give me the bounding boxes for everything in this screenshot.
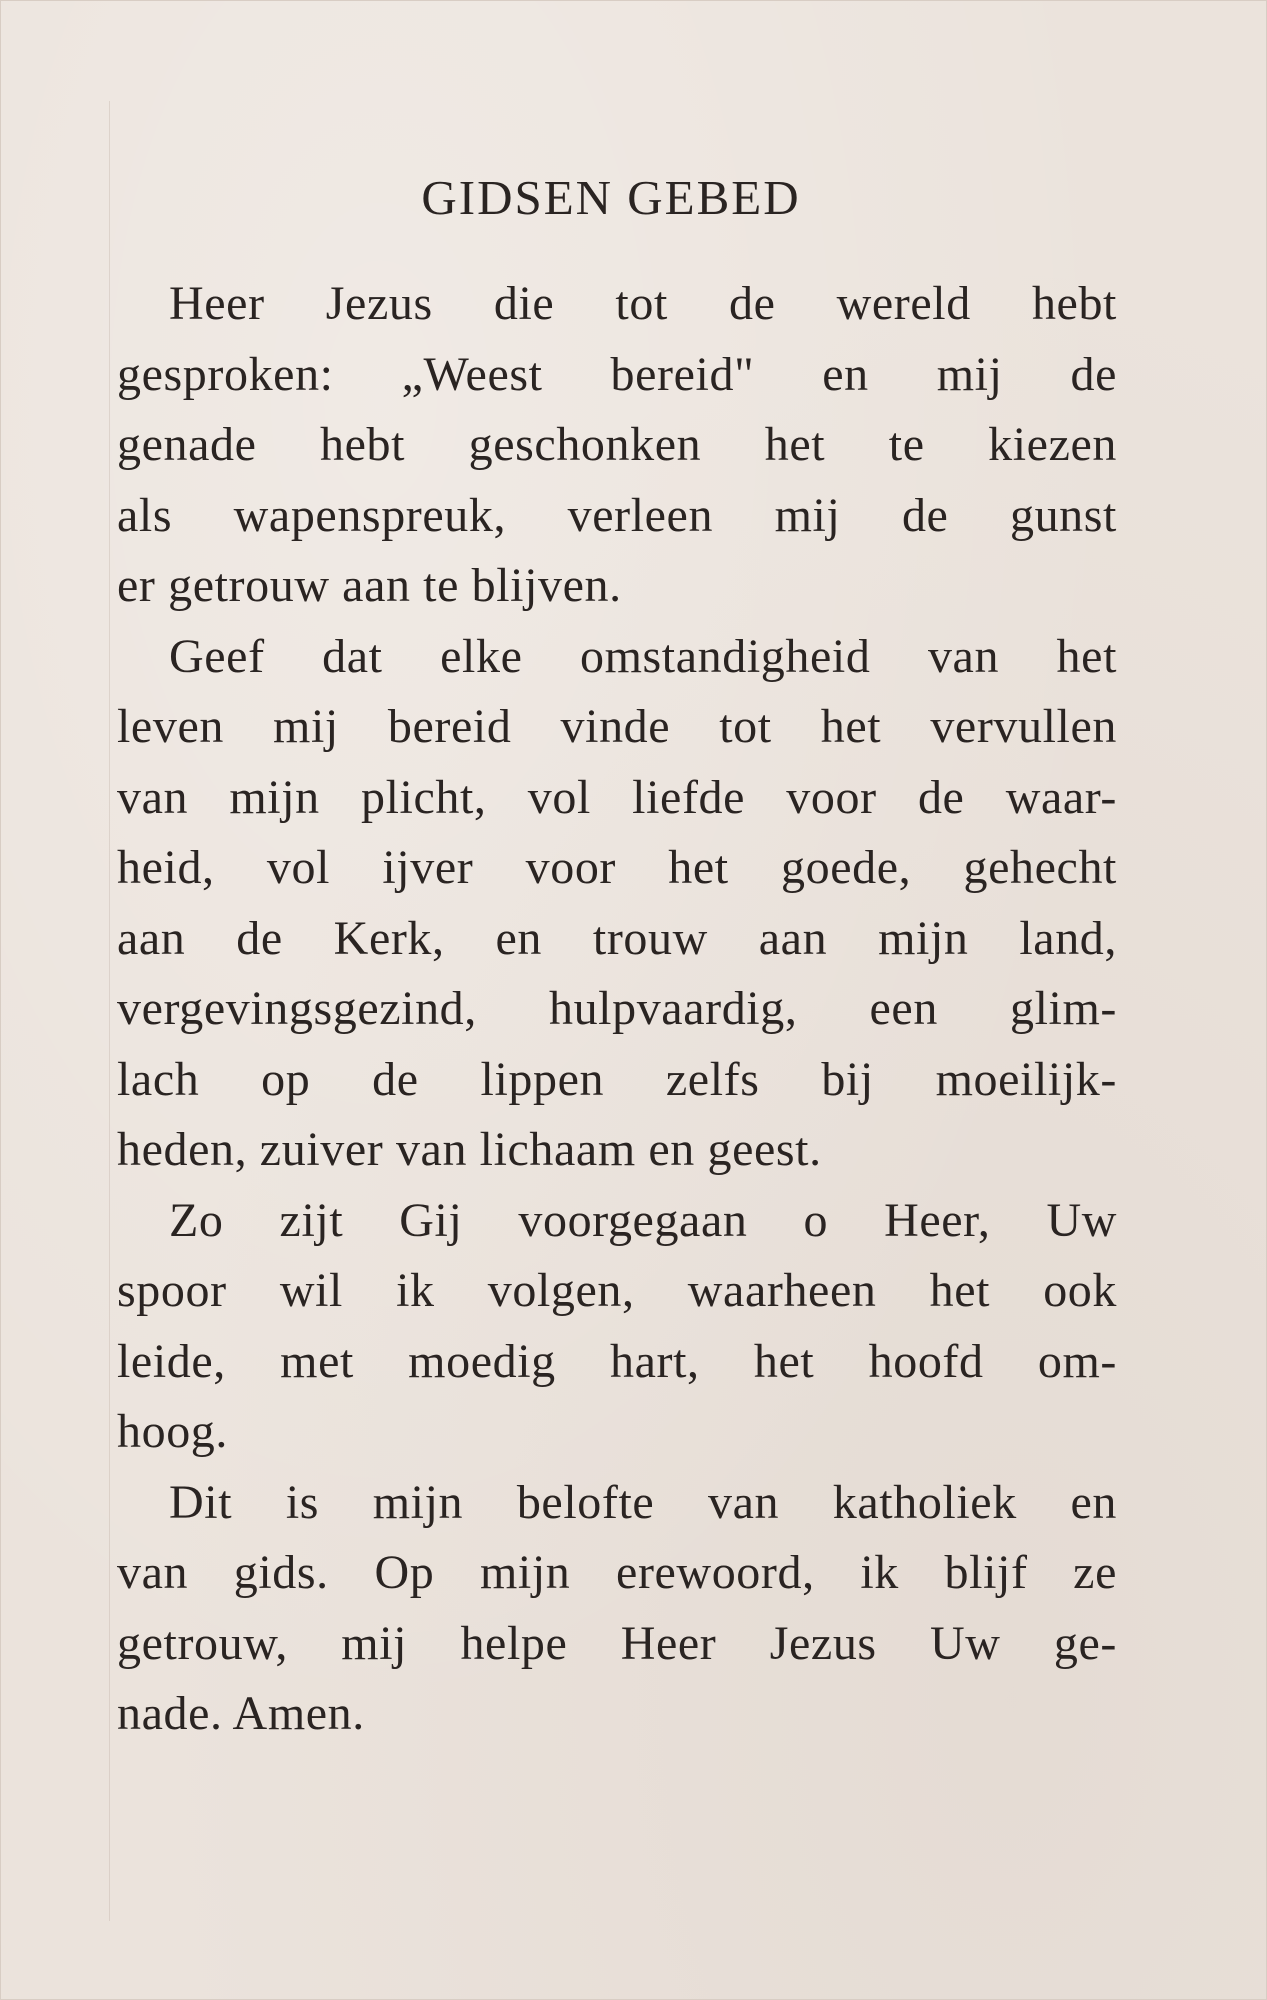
paragraph-4 bbox=[117, 1468, 1117, 1750]
prayer-body bbox=[117, 269, 1117, 1750]
text-line: Zo zijt Gij voorgegaan o Heer, Uw bbox=[169, 1193, 1117, 1247]
text-line: heid, vol ijver voor het goede, gehecht bbox=[117, 841, 1117, 894]
paragraph-3 bbox=[117, 1186, 1117, 1468]
text-line: van gids. Op mijn erewoord, ik blijf ze bbox=[117, 1546, 1117, 1599]
text-line: heden, zuiver van lichaam en geest. bbox=[117, 1123, 822, 1176]
text-line: Dit is mijn belofte van katholiek en bbox=[169, 1475, 1117, 1529]
text-line: lach op de lippen zelfs bij moeilijk- bbox=[117, 1052, 1117, 1106]
text-line: Geef dat elke omstandigheid van het bbox=[169, 629, 1117, 683]
text-line: getrouw, mij helpe Heer Jezus Uw ge- bbox=[117, 1616, 1117, 1670]
text-line: als wapenspreuk, verleen mij de gunst bbox=[117, 488, 1117, 542]
text-line: gesproken: „Weest bereid" en mij de bbox=[117, 347, 1117, 401]
text-line: nade. Amen. bbox=[117, 1687, 365, 1740]
prayer-title: GIDSEN GEBED bbox=[421, 170, 801, 225]
text-line: leven mij bereid vinde tot het vervullen bbox=[117, 700, 1117, 753]
text-line: hoog. bbox=[117, 1405, 228, 1458]
text-line: van mijn plicht, vol liefde voor de waar- bbox=[117, 770, 1117, 824]
text-line: genade hebt geschonken het te kiezen bbox=[117, 418, 1117, 471]
text-line: spoor wil ik volgen, waarheen het ook bbox=[117, 1264, 1117, 1317]
text-line: aan de Kerk, en trouw aan mijn land, bbox=[117, 911, 1117, 965]
text-line: vergevingsgezind, hulpvaardig, een glim- bbox=[117, 982, 1117, 1035]
paragraph-1 bbox=[117, 269, 1117, 622]
text-line: leide, met moedig hart, het hoofd om- bbox=[117, 1334, 1117, 1388]
text-line: Heer Jezus die tot de wereld hebt bbox=[169, 277, 1117, 330]
paragraph-2 bbox=[117, 622, 1117, 1186]
text-line: er getrouw aan te blijven. bbox=[117, 559, 622, 612]
